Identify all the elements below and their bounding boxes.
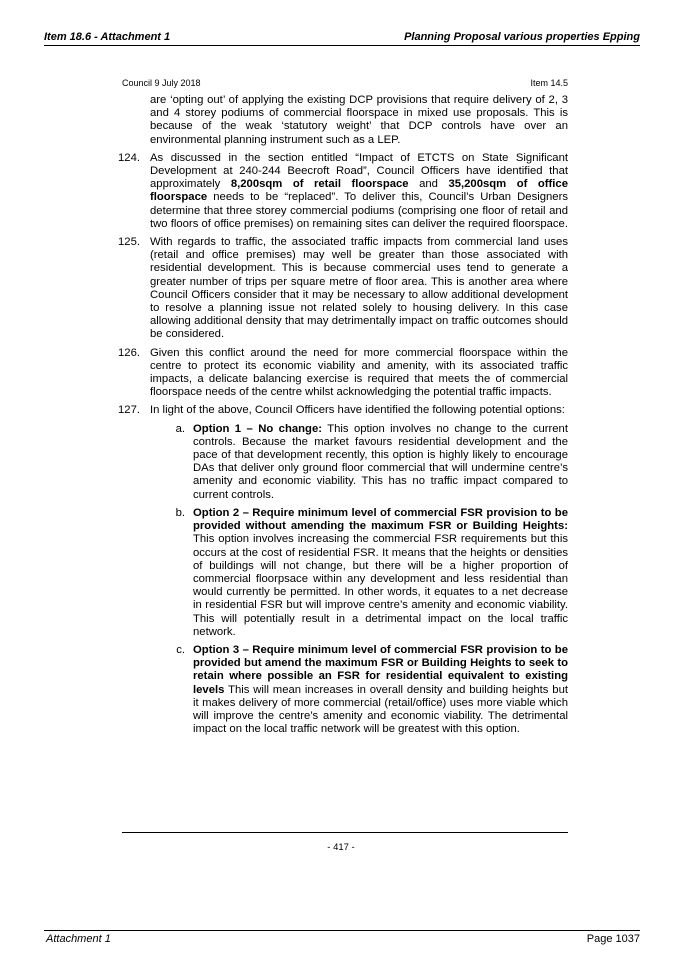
paragraph-text xyxy=(150,152,568,231)
paragraph-number: 125. xyxy=(118,236,140,249)
paragraph-126 xyxy=(118,347,568,400)
option-title: Option 3 – Require minimum level of commercial FSR provision to be provided but amend the maximum FSR or Building Heights to seek to retain where possible an FSR for residential equivalent to existing levels xyxy=(193,643,568,696)
option-description: This will mean increases in overall density and building heights but it makes delivery of more commercial (retail/office) uses more viable which will improve the centre’s amenity and economic viability. The detrimental impact on the local traffic network will be greatest with this option. xyxy=(193,683,568,736)
outer-header-title: Planning Proposal various properties Epping xyxy=(404,31,640,43)
outer-header-item: Item 18.6 - Attachment 1 xyxy=(44,31,171,43)
item-number: Item 14.5 xyxy=(530,78,568,88)
option-c xyxy=(118,644,568,736)
option-title: Option 1 – No change: xyxy=(193,422,322,435)
paragraph-intro: are ‘opting out’ of applying the existing DCP provisions that require delivery of 2, 3 and 4 storey podiums of commercial floorspace in mixed use proposals. This is because of the weak ‘statutory weight’ that DCP controls have over an environmental planning instrument such as a LEP. xyxy=(150,94,568,146)
paragraph-number: 127. xyxy=(118,404,140,417)
inner-header xyxy=(122,78,568,88)
option-letter: b. xyxy=(175,506,185,519)
option-title: Option 2 – Require minimum level of commercial FSR provision to be provided without amending the maximum FSR or Building Heights: xyxy=(193,506,568,533)
document-body xyxy=(118,94,568,741)
option-text xyxy=(193,507,568,639)
option-text xyxy=(193,644,568,736)
option-letter: a. xyxy=(175,422,185,435)
paragraph-text: Given this conflict around the need for more commercial floorspace within the centre to protect its economic viability and amenity, with its associated traffic impacts, a delicate balancing exercise is required that meets the of commercial floorspace needs of the centre whilst acknowledging the potential traffic impacts. xyxy=(150,346,568,399)
option-b xyxy=(118,507,568,639)
attachment-label: Attachment 1 xyxy=(46,933,111,945)
outer-footer xyxy=(44,930,640,945)
paragraph-127 xyxy=(118,404,568,417)
bold-run: 35,200sqm of office floorspace xyxy=(150,178,568,204)
paragraph-text: With regards to traffic, the associated traffic impacts from commercial land uses (retail and office premises) may well be greater than those associated with residential development. This is because commercial uses tend to generate a greater number of trips per square metre of floor area. This is another area where Council Officers consider that it may be necessary to allow additional development to resolve a planning issue not related solely to housing delivery. In this case allowing additional density that may detrimentally impact on traffic outcomes should be considered. xyxy=(150,236,568,341)
outer-header xyxy=(44,31,640,46)
inner-page-number: - 417 - xyxy=(327,842,355,853)
option-text xyxy=(193,423,568,502)
option-a xyxy=(118,423,568,502)
option-letter: c. xyxy=(176,643,185,656)
text-run: needs to be “replaced”. To deliver this, Council’s Urban Designers determine that three storey commercial podiums (comprising one floor of retail and two floors of office premises) on remaining sites can deliver the required floorspace. xyxy=(150,191,568,230)
page-number: Page 1037 xyxy=(586,933,640,945)
footer-divider xyxy=(122,832,568,833)
paragraph-text: In light of the above, Council Officers have identified the following potential options: xyxy=(150,404,565,417)
paragraph-125 xyxy=(118,236,568,342)
bold-run: 8,200sqm of retail floorspace xyxy=(230,178,409,191)
paragraph-124 xyxy=(118,152,568,231)
option-description: This option involves no change to the current controls. Because the market favours residential development and the pace of that development recently, this option is highly likely to encourage DAs that deliver only ground floor commercial that will undermine centre’s amenity and economic viability. This has no traffic impact compared to current controls. xyxy=(193,422,568,501)
paragraph-number: 124. xyxy=(118,151,140,164)
text-run: As discussed in the section entitled “Impact of ETCTS on State Significant Development at 240-244 Beecroft Road”, Council Officers have identified that approximately xyxy=(150,151,568,191)
option-description: This option involves increasing the commercial FSR requirements but this occurs at the cost of residential FSR. It means that the heights or densities of buildings will not change, but there will be a higher proportion of commercial floorpsace within any development and less residential than would currently be permitted. In other words, it equates to a net decrease in residential FSR but will improve centre’s amenity and economic viability. This will potentially result in a detrimental impact on the local traffic network. xyxy=(193,533,568,638)
text-run: and xyxy=(408,178,449,191)
paragraph-number: 126. xyxy=(118,346,140,359)
meeting-date: Council 9 July 2018 xyxy=(122,78,201,88)
